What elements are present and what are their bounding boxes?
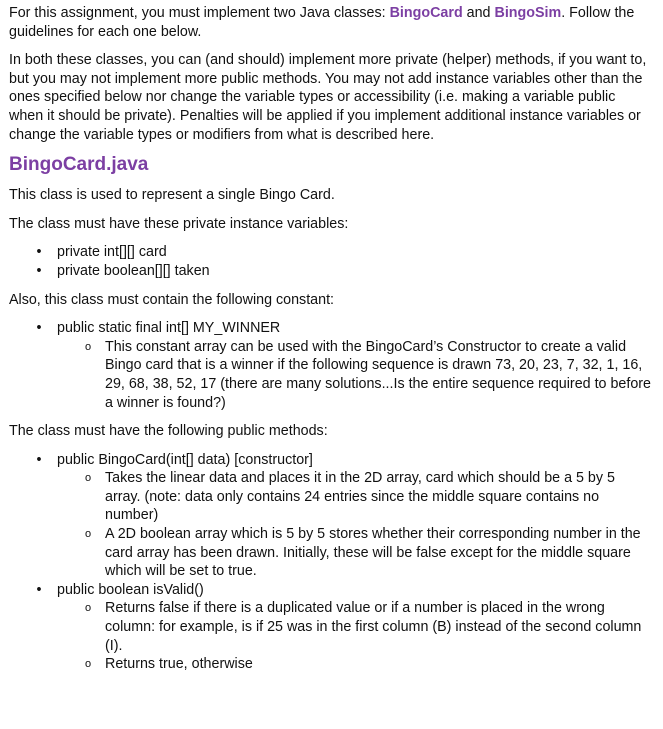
instance-vars-intro: The class must have these private instance variables: bbox=[9, 215, 349, 232]
circle-bullet-icon: o bbox=[84, 472, 92, 485]
instance-var: private boolean[][] taken bbox=[57, 262, 210, 279]
list-item bbox=[57, 599, 651, 655]
constant-name: public static final int[] MY_WINNER bbox=[57, 320, 281, 337]
bullet-icon: • bbox=[36, 451, 42, 468]
methods-list bbox=[9, 451, 651, 674]
circle-bullet-icon: o bbox=[84, 602, 92, 615]
list-item bbox=[9, 243, 651, 262]
purpose-paragraph: This class is used to represent a single Bingo Card. bbox=[9, 187, 335, 204]
circle-bullet-icon: o bbox=[84, 340, 92, 353]
constant-list bbox=[9, 319, 651, 412]
bullet-icon: • bbox=[36, 320, 42, 337]
constant-sublist bbox=[57, 338, 651, 412]
instance-var: private int[][] card bbox=[57, 244, 167, 261]
intro-paragraph bbox=[9, 4, 651, 41]
circle-bullet-icon: o bbox=[84, 658, 92, 671]
instance-vars-list bbox=[9, 243, 651, 280]
list-item bbox=[9, 451, 651, 581]
bullet-icon: • bbox=[36, 581, 42, 598]
method-sublist bbox=[57, 469, 651, 581]
methods-intro: The class must have the following public methods: bbox=[9, 423, 328, 440]
class-name-bingosim: BingoSim bbox=[494, 5, 562, 21]
rules-paragraph: In both these classes, you can (and should) implement more private (helper) methods, if you want to, but you may not implement more public methods. You may not add instance variables other than the ones specified below nor change the variable types or accessibility (i.e. making a variable public when it should be private). Penalties will be applied if you implement additional instance variables or change the variable types or modifiers from what is described here. bbox=[9, 52, 647, 143]
bullet-icon: • bbox=[36, 262, 42, 279]
intro-text-2: . Follow the guidelines for each one below. bbox=[9, 5, 635, 40]
constant-detail: This constant array can be used with the BingoCard’s Constructor to create a valid Bingo card that is a winner if the following sequence is drawn 73, 20, 23, 7, 32, 1, 16, 29, 68, 38, 52, 17 (there are many solutions...Is the entire sequence required to before a winner is found?) bbox=[105, 338, 652, 411]
bullet-icon: • bbox=[36, 244, 42, 261]
method-sublist bbox=[57, 599, 651, 673]
list-item bbox=[9, 262, 651, 281]
section-heading: BingoCard.java bbox=[9, 154, 149, 176]
list-item bbox=[57, 469, 651, 525]
method-detail: Returns true, otherwise bbox=[105, 656, 253, 673]
class-name-bingocard: BingoCard bbox=[389, 5, 463, 21]
list-item bbox=[57, 525, 651, 581]
circle-bullet-icon: o bbox=[84, 528, 92, 541]
intro-and: and bbox=[462, 5, 495, 21]
list-item bbox=[9, 319, 651, 412]
method-detail: Takes the linear data and places it in the 2D array, card which should be a 5 by 5 array. (note: data only contains 24 entries since the middle square contains no number) bbox=[105, 470, 615, 524]
list-item bbox=[9, 581, 651, 674]
method-detail: A 2D boolean array which is 5 by 5 stores whether their corresponding number in the card array has been drawn. Initially, these will be false except for the middle square which will be set to true. bbox=[105, 526, 641, 580]
method-signature: public BingoCard(int[] data) [constructor] bbox=[57, 451, 313, 468]
method-detail: Returns false if there is a duplicated value or if a number is placed in the wrong column: for example, is if 25 was in the first column (B) instead of the second column (I). bbox=[105, 600, 642, 654]
intro-text-1: For this assignment, you must implement two Java classes: bbox=[9, 5, 390, 21]
list-item bbox=[57, 655, 651, 674]
list-item bbox=[57, 338, 651, 412]
constant-intro: Also, this class must contain the following constant: bbox=[9, 291, 335, 308]
method-signature: public boolean isValid() bbox=[57, 581, 204, 598]
